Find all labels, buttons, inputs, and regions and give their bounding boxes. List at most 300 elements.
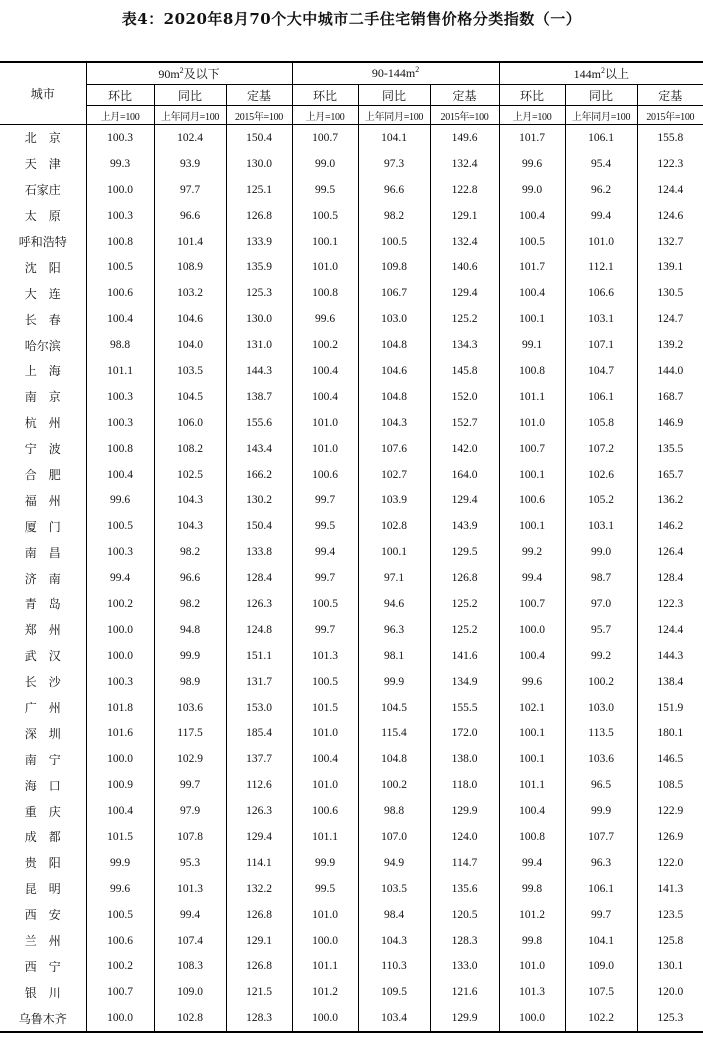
city-name: 西 安: [24, 908, 61, 923]
table-row: [0, 229, 703, 255]
index-value: 102.1: [499, 695, 565, 721]
index-value: 99.5: [292, 513, 358, 539]
index-value: 115.4: [358, 720, 430, 746]
index-value: 99.9: [565, 798, 637, 824]
city-name: 福 州: [24, 493, 61, 508]
index-value: 104.8: [358, 332, 430, 358]
index-value: 103.6: [565, 746, 637, 772]
index-value: 102.8: [154, 1005, 226, 1032]
index-value: 101.0: [292, 254, 358, 280]
index-value: 133.9: [226, 229, 292, 255]
index-value: 128.3: [430, 928, 499, 954]
index-value: 101.1: [292, 824, 358, 850]
table-row: [0, 617, 703, 643]
index-value: 100.3: [86, 203, 154, 229]
index-value: 100.5: [292, 591, 358, 617]
table-row: [0, 772, 703, 798]
index-value: 107.7: [565, 824, 637, 850]
index-value: 100.0: [499, 617, 565, 643]
index-value: 100.4: [292, 746, 358, 772]
index-value: 104.1: [358, 125, 430, 151]
index-value: 99.5: [292, 876, 358, 902]
base-header: 上年同月=100: [154, 106, 226, 125]
index-value: 101.1: [86, 358, 154, 384]
index-value: 101.2: [499, 902, 565, 928]
city-name: 杭 州: [24, 416, 61, 431]
index-value: 129.9: [430, 1005, 499, 1032]
index-value: 101.0: [292, 436, 358, 462]
table-row: [0, 876, 703, 902]
index-value: 100.3: [86, 410, 154, 436]
sub-header: 定基: [637, 85, 703, 106]
table-row: [0, 410, 703, 436]
index-value: 164.0: [430, 462, 499, 488]
city-name: 深 圳: [24, 726, 61, 741]
city-name: 海 口: [24, 778, 61, 793]
index-value: 100.4: [86, 462, 154, 488]
index-value: 168.7: [637, 384, 703, 410]
index-value: 101.2: [292, 979, 358, 1005]
index-value: 104.3: [154, 513, 226, 539]
index-value: 125.3: [637, 1005, 703, 1032]
city-name: 昆 明: [24, 882, 61, 897]
index-value: 109.0: [565, 954, 637, 980]
index-value: 121.5: [226, 979, 292, 1005]
index-value: 100.8: [86, 229, 154, 255]
index-value: 99.7: [292, 565, 358, 591]
city-name: 郑 州: [24, 623, 61, 638]
index-value: 101.0: [292, 720, 358, 746]
index-value: 102.4: [154, 125, 226, 151]
index-value: 95.4: [565, 151, 637, 177]
index-value: 99.9: [86, 850, 154, 876]
index-value: 121.6: [430, 979, 499, 1005]
index-value: 124.4: [637, 177, 703, 203]
index-value: 99.7: [154, 772, 226, 798]
index-value: 139.2: [637, 332, 703, 358]
index-value: 97.7: [154, 177, 226, 203]
index-value: 99.2: [565, 643, 637, 669]
index-value: 104.6: [358, 358, 430, 384]
index-value: 110.3: [358, 954, 430, 980]
index-value: 103.0: [565, 695, 637, 721]
table-row: [0, 720, 703, 746]
index-value: 101.4: [154, 229, 226, 255]
city-name: 大 连: [24, 286, 61, 301]
table-body: [0, 125, 703, 1033]
index-value: 101.3: [292, 643, 358, 669]
table-row: [0, 902, 703, 928]
index-value: 122.0: [637, 850, 703, 876]
index-value: 100.0: [292, 928, 358, 954]
table-row: [0, 954, 703, 980]
index-value: 126.3: [226, 591, 292, 617]
index-value: 101.0: [499, 954, 565, 980]
index-value: 108.2: [154, 436, 226, 462]
index-value: 125.2: [430, 591, 499, 617]
index-value: 98.2: [358, 203, 430, 229]
index-value: 122.3: [637, 151, 703, 177]
index-value: 99.4: [499, 850, 565, 876]
table-row: [0, 824, 703, 850]
index-value: 99.0: [292, 151, 358, 177]
index-value: 100.5: [499, 229, 565, 255]
index-value: 133.0: [430, 954, 499, 980]
table-row: [0, 695, 703, 721]
index-value: 98.1: [358, 643, 430, 669]
index-value: 98.8: [86, 332, 154, 358]
table-row: [0, 358, 703, 384]
index-value: 100.1: [499, 720, 565, 746]
index-value: 108.5: [637, 772, 703, 798]
index-value: 99.7: [565, 902, 637, 928]
city-name: 广 州: [24, 701, 61, 716]
index-value: 100.4: [292, 358, 358, 384]
table-row: [0, 436, 703, 462]
index-value: 138.4: [637, 669, 703, 695]
sub-header: 定基: [226, 85, 292, 106]
base-header: 上月=100: [86, 106, 154, 125]
index-value: 132.7: [637, 229, 703, 255]
index-value: 124.0: [430, 824, 499, 850]
index-value: 143.4: [226, 436, 292, 462]
table-row: [0, 669, 703, 695]
index-value: 166.2: [226, 462, 292, 488]
index-value: 100.5: [86, 902, 154, 928]
index-value: 125.3: [226, 280, 292, 306]
index-value: 130.0: [226, 151, 292, 177]
index-value: 100.6: [292, 462, 358, 488]
index-value: 101.0: [292, 902, 358, 928]
index-value: 96.3: [565, 850, 637, 876]
index-value: 98.2: [154, 539, 226, 565]
index-value: 99.4: [86, 565, 154, 591]
index-value: 107.5: [565, 979, 637, 1005]
index-value: 104.5: [358, 695, 430, 721]
index-value: 96.3: [358, 617, 430, 643]
table-row: [0, 280, 703, 306]
index-value: 99.4: [154, 902, 226, 928]
index-value: 94.9: [358, 850, 430, 876]
city-name: 北 京: [24, 131, 61, 146]
index-value: 128.4: [226, 565, 292, 591]
city-name: 哈尔滨: [24, 338, 61, 353]
index-value: 100.4: [86, 306, 154, 332]
index-value: 107.2: [565, 436, 637, 462]
index-value: 100.2: [565, 669, 637, 695]
city-name: 重 庆: [24, 804, 61, 819]
index-value: 108.3: [154, 954, 226, 980]
index-value: 124.4: [637, 617, 703, 643]
city-name: 贵 阳: [24, 856, 61, 871]
index-value: 100.5: [358, 229, 430, 255]
index-value: 142.0: [430, 436, 499, 462]
index-value: 101.5: [292, 695, 358, 721]
index-value: 141.6: [430, 643, 499, 669]
index-value: 138.7: [226, 384, 292, 410]
base-header: 上月=100: [292, 106, 358, 125]
index-value: 165.7: [637, 462, 703, 488]
index-value: 101.5: [86, 824, 154, 850]
index-value: 132.4: [430, 151, 499, 177]
group-header-144-above: $144m^2$以上: [499, 62, 703, 85]
sub-header: 同比: [565, 85, 637, 106]
index-value: 102.6: [565, 462, 637, 488]
index-value: 133.8: [226, 539, 292, 565]
index-value: 107.8: [154, 824, 226, 850]
index-value: 114.7: [430, 850, 499, 876]
table-row: [0, 306, 703, 332]
index-value: 99.0: [565, 539, 637, 565]
index-value: 139.1: [637, 254, 703, 280]
table-row: [0, 1005, 703, 1032]
index-value: 97.1: [358, 565, 430, 591]
index-value: 101.1: [499, 772, 565, 798]
index-value: 114.1: [226, 850, 292, 876]
city-name: 沈 阳: [24, 260, 61, 275]
index-value: 146.9: [637, 410, 703, 436]
index-value: 100.4: [86, 798, 154, 824]
city-name: 天 津: [24, 157, 61, 172]
city-name: 南 昌: [24, 545, 61, 560]
table-header: [0, 62, 703, 125]
index-value: 99.6: [499, 669, 565, 695]
index-value: 98.8: [358, 798, 430, 824]
sub-header: 定基: [430, 85, 499, 106]
index-value: 146.2: [637, 513, 703, 539]
index-value: 99.6: [86, 876, 154, 902]
index-value: 134.3: [430, 332, 499, 358]
index-value: 185.4: [226, 720, 292, 746]
index-value: 99.9: [154, 643, 226, 669]
index-value: 125.2: [430, 306, 499, 332]
sub-header: 环比: [86, 85, 154, 106]
index-value: 101.7: [499, 125, 565, 151]
index-value: 104.3: [358, 928, 430, 954]
index-value: 152.0: [430, 384, 499, 410]
table-row: [0, 539, 703, 565]
base-header: 2015年=100: [637, 106, 703, 125]
index-value: 172.0: [430, 720, 499, 746]
index-value: 144.0: [637, 358, 703, 384]
index-value: 99.2: [499, 539, 565, 565]
index-value: 96.6: [154, 203, 226, 229]
city-name: 南 京: [24, 390, 61, 405]
index-value: 100.3: [86, 384, 154, 410]
index-value: 130.5: [637, 280, 703, 306]
index-value: 96.6: [154, 565, 226, 591]
table-title: 表4：2020年8月70个大中城市二手住宅销售价格分类指数（一）: [121, 10, 582, 28]
price-index-table: [0, 61, 703, 1033]
index-value: 100.0: [86, 643, 154, 669]
table-row: [0, 462, 703, 488]
index-value: 155.5: [430, 695, 499, 721]
city-name: 乌鲁木齐: [0, 1005, 86, 1032]
index-value: 100.9: [86, 772, 154, 798]
sub-header: 环比: [499, 85, 565, 106]
index-value: 131.0: [226, 332, 292, 358]
index-value: 100.7: [292, 125, 358, 151]
index-value: 109.5: [358, 979, 430, 1005]
index-value: 122.8: [430, 177, 499, 203]
index-value: 101.7: [499, 254, 565, 280]
index-value: 100.7: [499, 591, 565, 617]
index-value: 99.7: [292, 487, 358, 513]
group-header-90-below: $90m^2$及以下: [86, 62, 292, 85]
index-value: 99.4: [292, 539, 358, 565]
index-value: 100.4: [499, 643, 565, 669]
index-value: 109.0: [154, 979, 226, 1005]
city-name: 太 原: [24, 209, 61, 224]
index-value: 102.7: [358, 462, 430, 488]
index-value: 101.3: [499, 979, 565, 1005]
index-value: 130.1: [637, 954, 703, 980]
index-value: 106.1: [565, 876, 637, 902]
index-value: 104.3: [358, 410, 430, 436]
index-value: 129.4: [430, 280, 499, 306]
index-value: 100.0: [499, 1005, 565, 1032]
index-value: 105.2: [565, 487, 637, 513]
index-value: 125.1: [226, 177, 292, 203]
group-header-90-144: $90-144m^2$: [292, 62, 499, 85]
index-value: 100.0: [86, 746, 154, 772]
index-value: 99.6: [499, 151, 565, 177]
index-value: 126.8: [430, 565, 499, 591]
index-value: 100.4: [499, 280, 565, 306]
index-value: 101.3: [154, 876, 226, 902]
index-value: 144.3: [226, 358, 292, 384]
index-value: 122.3: [637, 591, 703, 617]
index-value: 101.1: [499, 384, 565, 410]
index-value: 107.6: [358, 436, 430, 462]
index-value: 135.5: [637, 436, 703, 462]
table-row: [0, 643, 703, 669]
index-value: 100.2: [358, 772, 430, 798]
index-value: 103.5: [154, 358, 226, 384]
index-value: 112.1: [565, 254, 637, 280]
index-value: 100.0: [86, 177, 154, 203]
index-value: 96.5: [565, 772, 637, 798]
table-row: [0, 151, 703, 177]
city-column-header: 城市: [0, 62, 86, 125]
index-value: 102.9: [154, 746, 226, 772]
index-value: 95.3: [154, 850, 226, 876]
index-value: 113.5: [565, 720, 637, 746]
index-value: 99.6: [292, 306, 358, 332]
index-value: 94.8: [154, 617, 226, 643]
city-name: 上 海: [24, 364, 61, 379]
index-value: 144.3: [637, 643, 703, 669]
table-row: [0, 384, 703, 410]
index-value: 135.9: [226, 254, 292, 280]
city-name: 宁 波: [24, 442, 61, 457]
index-value: 126.9: [637, 824, 703, 850]
index-value: 128.4: [637, 565, 703, 591]
index-value: 125.2: [430, 617, 499, 643]
table-row: [0, 332, 703, 358]
table-row: [0, 203, 703, 229]
index-value: 100.1: [292, 229, 358, 255]
index-value: 104.5: [154, 384, 226, 410]
index-value: 100.4: [499, 203, 565, 229]
table-row: [0, 254, 703, 280]
index-value: 100.5: [86, 513, 154, 539]
index-value: 103.0: [358, 306, 430, 332]
index-value: 106.1: [565, 125, 637, 151]
index-value: 101.8: [86, 695, 154, 721]
index-value: 100.2: [292, 332, 358, 358]
index-value: 93.9: [154, 151, 226, 177]
base-header: 上年同月=100: [358, 106, 430, 125]
index-value: 100.2: [86, 954, 154, 980]
city-name: 呼和浩特: [18, 235, 67, 249]
index-value: 124.7: [637, 306, 703, 332]
index-value: 137.7: [226, 746, 292, 772]
index-value: 100.3: [86, 125, 154, 151]
index-value: 120.5: [430, 902, 499, 928]
table-row: [0, 798, 703, 824]
index-value: 132.2: [226, 876, 292, 902]
city-name: 长 春: [24, 312, 61, 327]
index-value: 95.7: [565, 617, 637, 643]
city-name: 兰 州: [24, 934, 61, 949]
index-value: 97.3: [358, 151, 430, 177]
index-value: 117.5: [154, 720, 226, 746]
index-value: 150.4: [226, 125, 292, 151]
index-value: 103.5: [358, 876, 430, 902]
index-value: 94.6: [358, 591, 430, 617]
index-value: 146.5: [637, 746, 703, 772]
index-value: 98.2: [154, 591, 226, 617]
city-name: 银 川: [24, 985, 61, 1000]
index-value: 100.1: [358, 539, 430, 565]
index-value: 100.6: [86, 928, 154, 954]
index-value: 103.1: [565, 513, 637, 539]
table-row: [0, 979, 703, 1005]
index-value: 99.1: [499, 332, 565, 358]
index-value: 100.1: [499, 513, 565, 539]
index-value: 122.9: [637, 798, 703, 824]
index-value: 98.9: [154, 669, 226, 695]
index-value: 100.8: [499, 358, 565, 384]
index-value: 102.8: [358, 513, 430, 539]
index-value: 100.7: [499, 436, 565, 462]
index-value: 100.8: [499, 824, 565, 850]
index-value: 100.4: [499, 798, 565, 824]
index-value: 100.5: [292, 669, 358, 695]
index-value: 136.2: [637, 487, 703, 513]
index-value: 100.7: [86, 979, 154, 1005]
index-value: 140.6: [430, 254, 499, 280]
index-value: 126.8: [226, 902, 292, 928]
city-name: 厦 门: [24, 519, 61, 534]
index-value: 101.0: [292, 410, 358, 436]
index-value: 101.0: [565, 229, 637, 255]
index-value: 129.4: [430, 487, 499, 513]
index-value: 107.0: [358, 824, 430, 850]
index-value: 123.5: [637, 902, 703, 928]
index-value: 96.2: [565, 177, 637, 203]
city-name: 长 沙: [24, 675, 61, 690]
table-row: [0, 746, 703, 772]
index-value: 103.6: [154, 695, 226, 721]
index-value: 103.4: [358, 1005, 430, 1032]
base-header: 2015年=100: [226, 106, 292, 125]
index-value: 104.7: [565, 358, 637, 384]
table-row: [0, 487, 703, 513]
index-value: 106.1: [565, 384, 637, 410]
index-value: 100.2: [86, 591, 154, 617]
